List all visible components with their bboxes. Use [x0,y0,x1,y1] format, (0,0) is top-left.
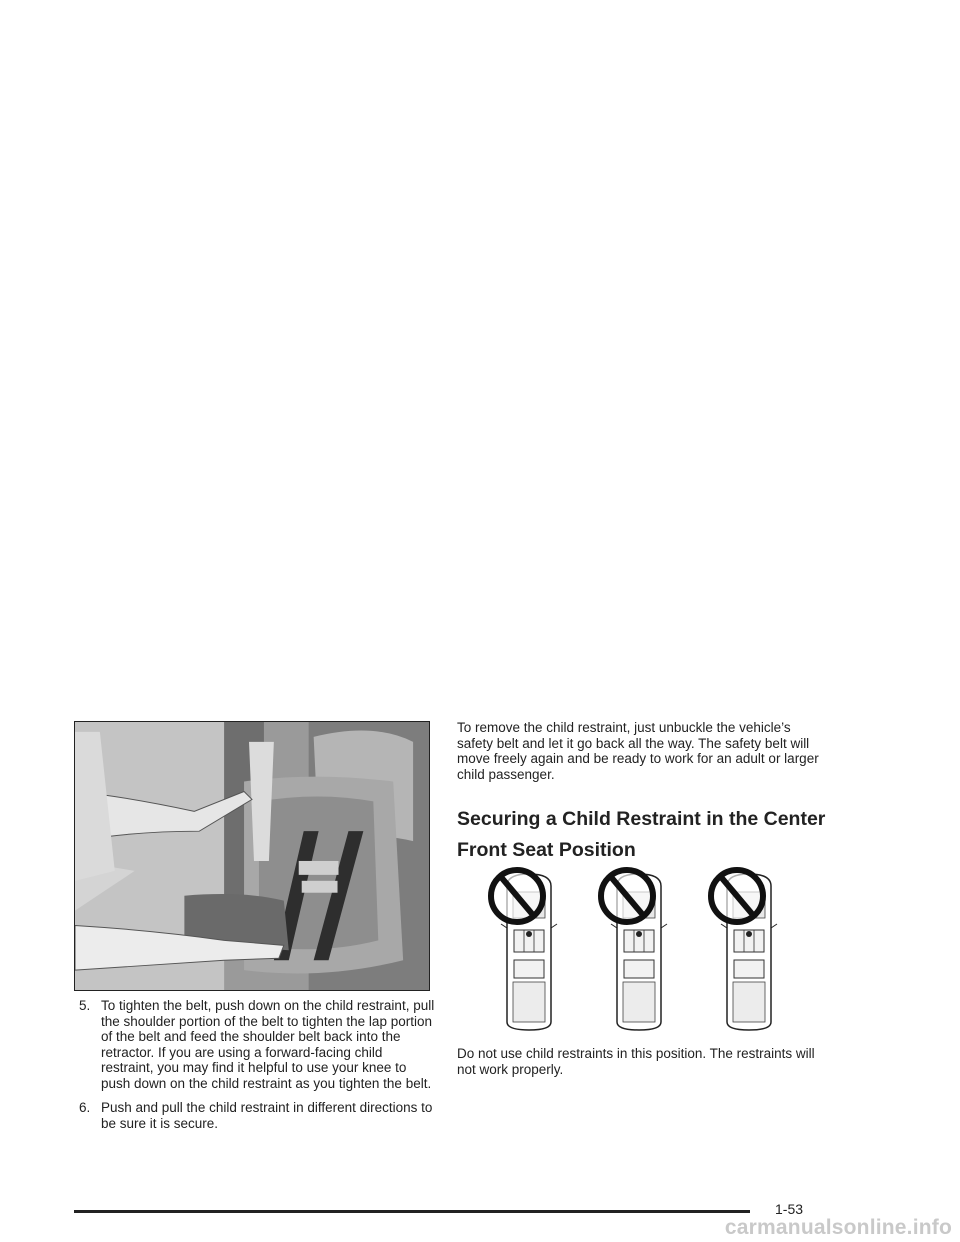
section-heading: Securing a Child Restraint in the Center Front Seat Position [457,808,826,861]
footer-rule [74,1210,750,1213]
page-number: 1-53 [775,1201,804,1217]
step-number: 5. [79,998,91,1013]
prohibited-position-diagram [487,866,787,1032]
step-item [74,998,436,1091]
step-number: 6. [79,1100,91,1115]
step-item [74,1100,436,1131]
step-text: To tighten the belt, push down on the child restraint, pull the shoulder portion of the belt to tighten the lap portion of the belt and feed the shoulder belt back into the retractor. If you are using a forward-facing child restraint, you may find it helpful to use your knee to push down on the child restraint as you tighten the belt. [101,998,435,1091]
right-column [457,720,829,866]
warning-paragraph: Do not use child restraints in this position. The restraints will not work properly. [457,1046,815,1077]
watermark: carmanualsonline.info [724,1216,952,1239]
child-restraint-photo [74,721,430,991]
steps-list [74,998,436,1140]
step-text: Push and pull the child restraint in different directions to be sure it is secure. [101,1100,433,1131]
intro-paragraph: To remove the child restraint, just unbuckle the vehicle’s safety belt and let it go back all the way. The safety belt will move freely again and be ready to work for an adult or larger child passenger. [457,720,819,782]
